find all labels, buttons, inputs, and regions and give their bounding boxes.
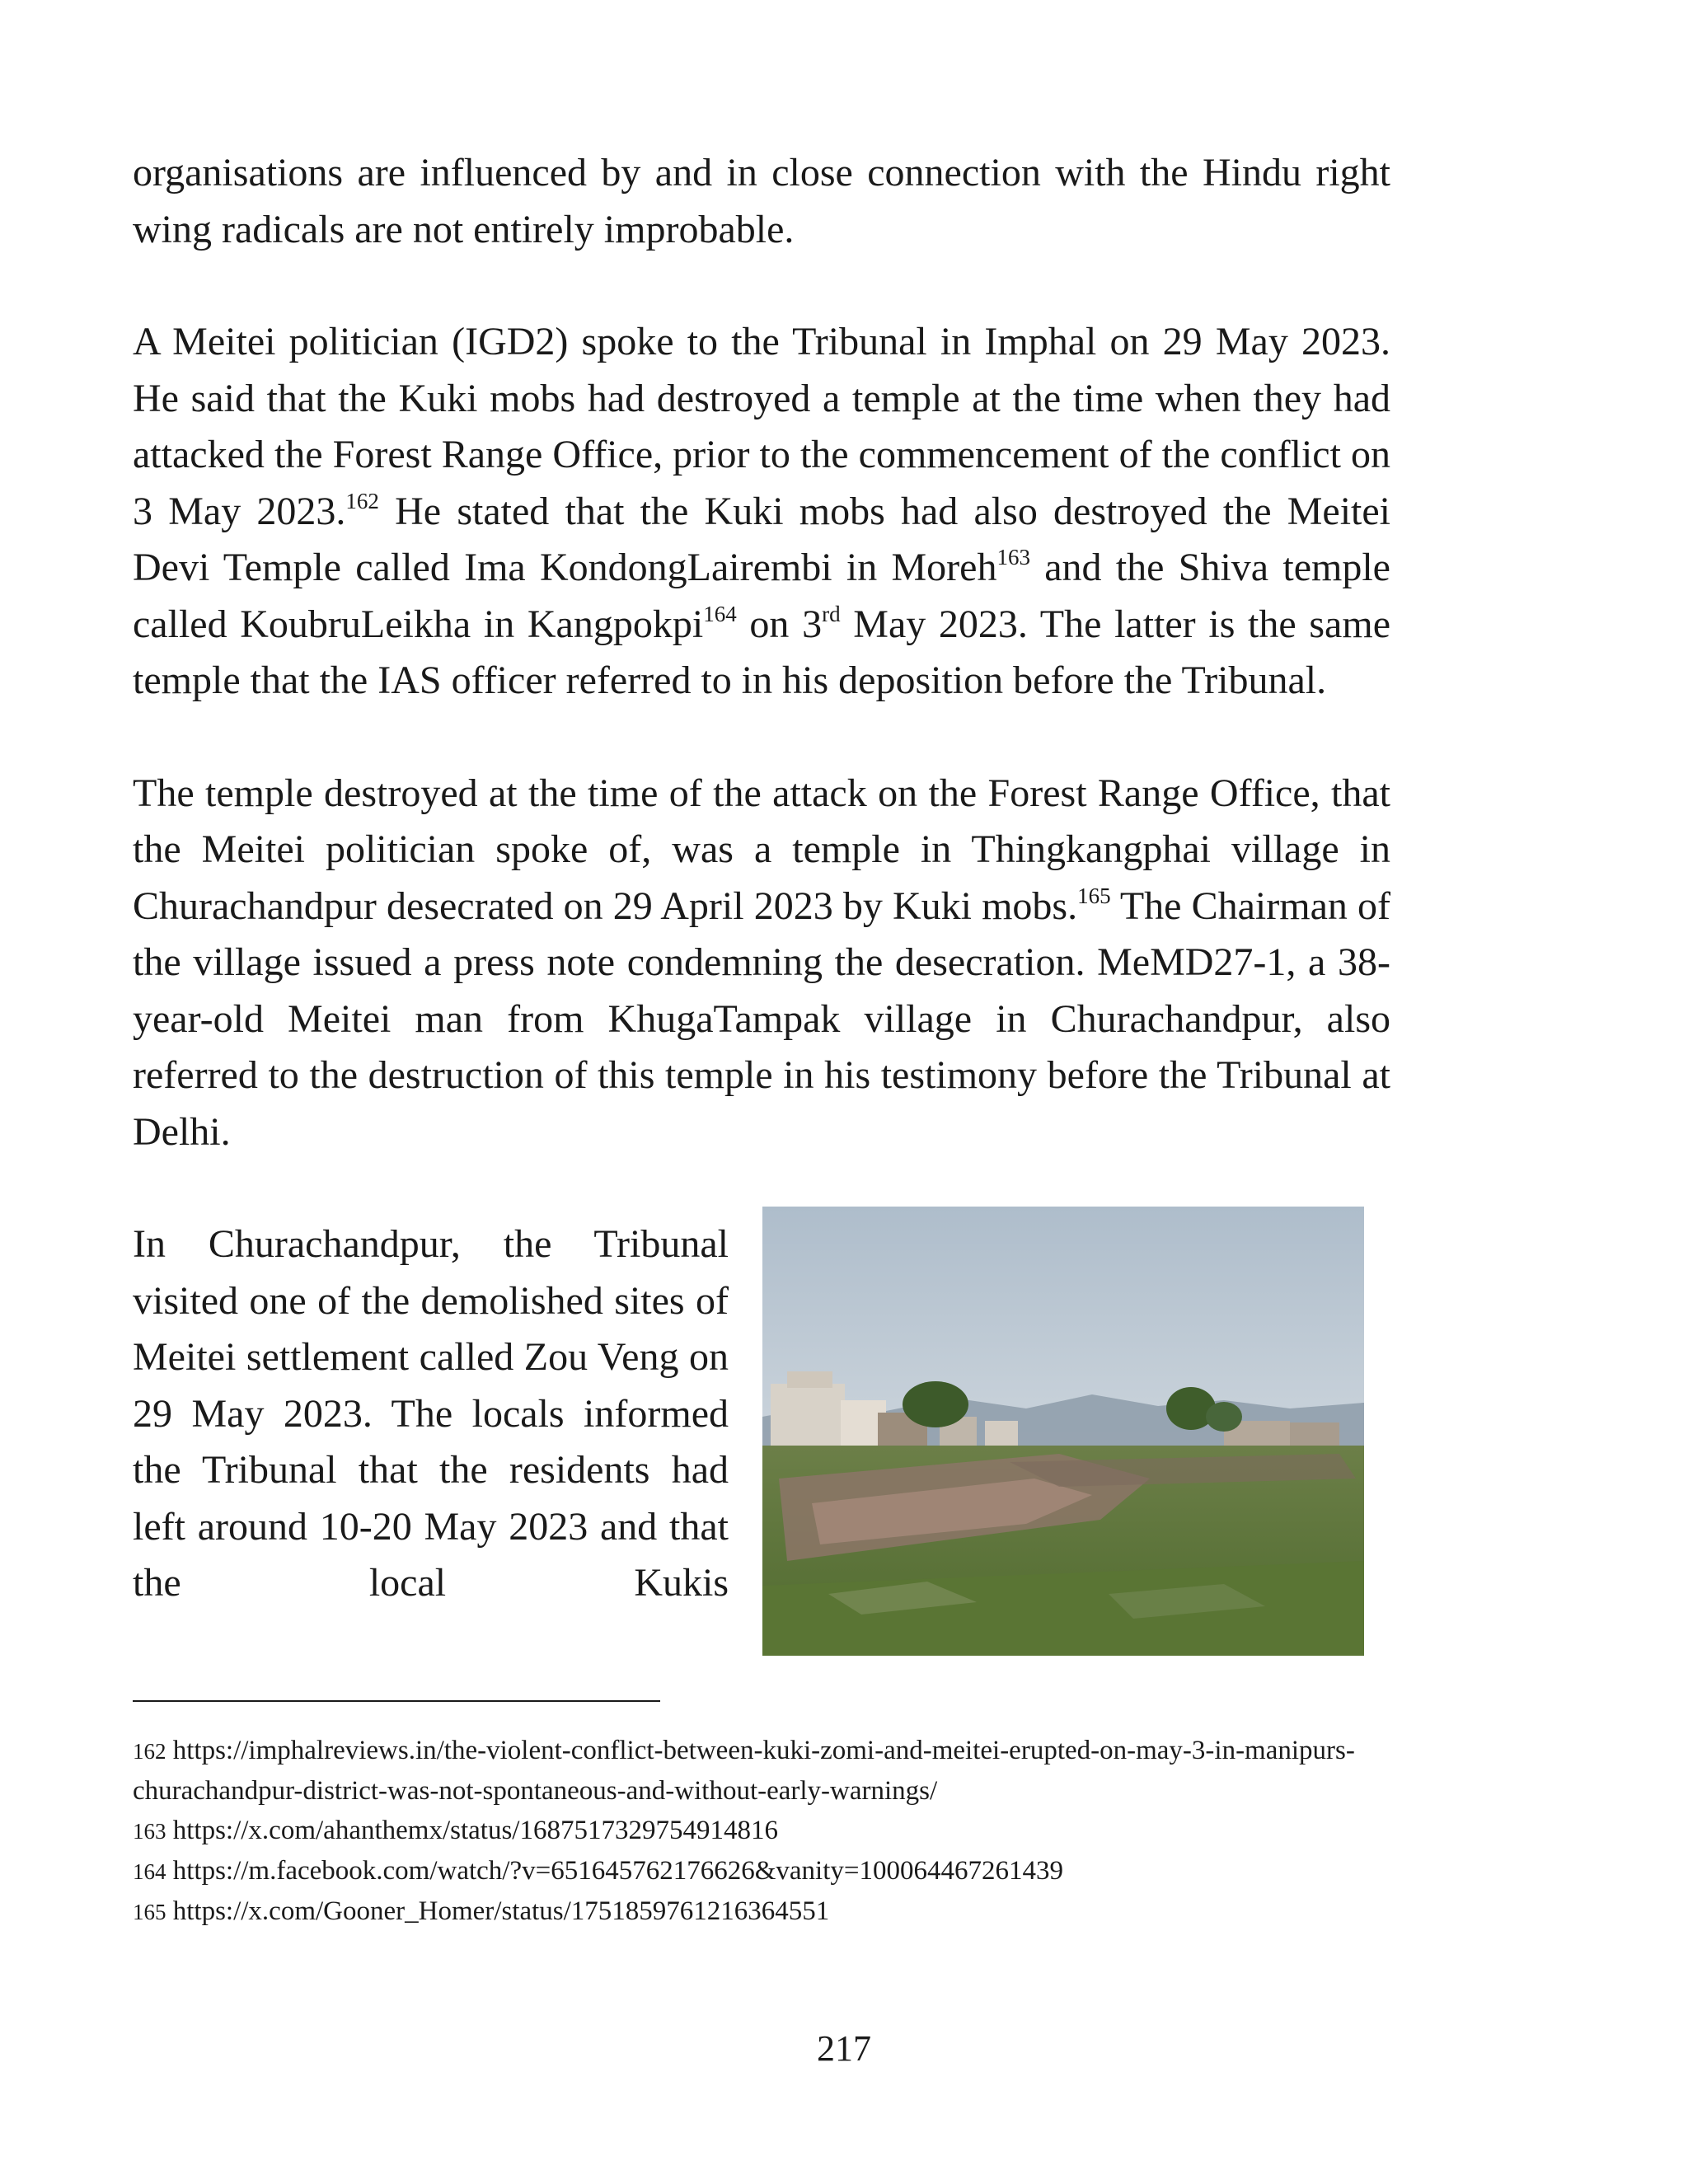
float-paragraph: In Churachandpur, the Tribunal visited one of the demolished sites of Meitei settlement called Zou Veng on 29 May 2023. The locals informed the Tribunal that the residents had left around 10-20 May 2023 and that the local Kukis [133, 1222, 729, 1605]
paragraph-text: May 2023. The latter is the same temple that the IAS officer referred to in his deposition before the Tribunal. [133, 602, 1391, 702]
footnote-number: 163 [133, 1819, 166, 1844]
footnote-marker[interactable]: 163 [996, 545, 1030, 569]
paragraph-text: The Chairman of the village issued a press note condemning the desecration. MeMD27-1, a 38-year-old Meitei man from KhugaTampak village in Churachandpur, also referred to the destruction of this temple in his testimony before the Tribunal at Delhi. [133, 883, 1391, 1154]
paragraph-text: organisations are influenced by and in close connection with the Hindu right wing radicals are not entirely improbable. [133, 151, 1390, 251]
footnote-item [133, 1811, 1402, 1851]
footnote-number: 164 [133, 1859, 166, 1884]
footnote-item [133, 1851, 1402, 1891]
page-number: 217 [817, 2028, 871, 2069]
text-with-photo [133, 1216, 1390, 1678]
body-paragraph [133, 314, 1390, 710]
footnote-number: 162 [133, 1739, 166, 1764]
page-body [133, 145, 1390, 1678]
footnote-item [133, 1891, 1402, 1932]
paragraph-text: on 3 [736, 602, 823, 646]
footnotes [133, 1731, 1402, 1932]
footnote-link[interactable]: https://imphalreviews.in/the-violent-conflict-between-kuki-zomi-and-meitei-erupted-on-may-3-in-manipurs-churachandpur-district-was-not-spontaneous-and-without-early-warnings/ [133, 1736, 1355, 1806]
footnote-divider [133, 1700, 660, 1702]
footnote-marker[interactable]: 165 [1077, 883, 1111, 908]
body-paragraphs [133, 145, 1390, 1160]
paragraph-text: He stated that the Kuki mobs had also destroyed the Meitei Devi Temple called Ima KondongLairembi in Moreh [133, 489, 1391, 589]
footnote-marker[interactable]: 164 [703, 601, 737, 626]
footnote-link[interactable]: https://x.com/ahanthemx/status/1687517329754914816 [166, 1816, 778, 1845]
footnote-link[interactable]: https://m.facebook.com/watch/?v=651645762176626&vanity=100064467261439 [166, 1856, 1064, 1886]
paragraph-text: A Meitei politician (IGD2) spoke to the Tribunal in Imphal on 29 May 2023. He said that the Kuki mobs had destroyed a temple at the time when they had attacked the Forest Range Office, prior to the commencement of the conflict on 3 May 2023. [133, 320, 1390, 533]
footnote-link[interactable]: https://x.com/Gooner_Homer/status/1751859761216364551 [166, 1896, 830, 1926]
landscape-photo-illustration [762, 1207, 1364, 1656]
body-paragraph [133, 766, 1390, 1161]
footnote-item [133, 1731, 1402, 1811]
paragraph-text: The temple destroyed at the time of the attack on the Forest Range Office, that the Meitei politician spoke of, was a temple in Thingkangphai village in Churachandpur desecrated on 29 April 2023 by Kuki mobs. [133, 771, 1390, 928]
body-paragraph [133, 145, 1390, 258]
paragraph-text: and the Shiva temple called KoubruLeikha in Kangpokpi [133, 546, 1390, 646]
footnote-marker[interactable]: rd [822, 601, 841, 626]
footnote-number: 165 [133, 1900, 166, 1924]
footnote-marker[interactable]: 162 [345, 488, 379, 513]
demolished-site-photo [762, 1207, 1364, 1656]
